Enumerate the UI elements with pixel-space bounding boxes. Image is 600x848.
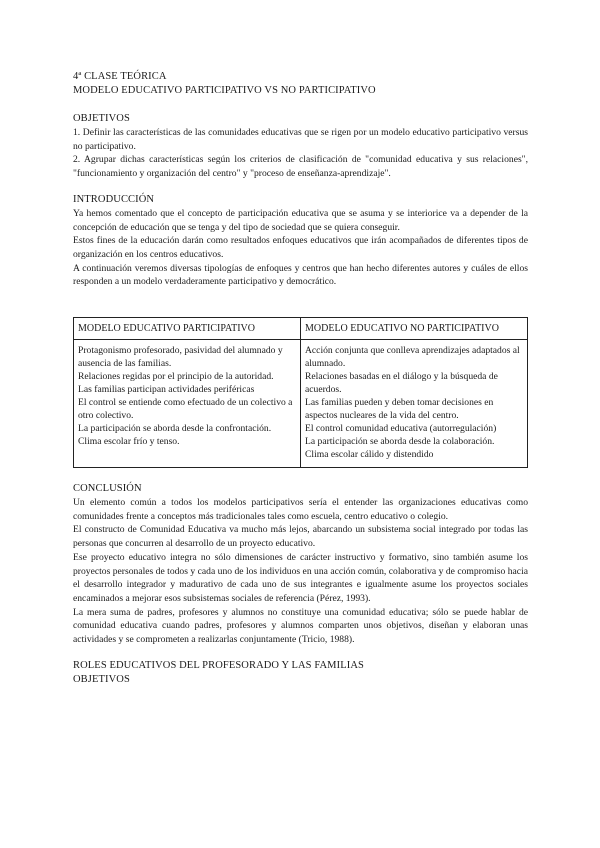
conclusion-paragraph: Ese proyecto educativo integra no sólo dimensiones de carácter instructivo y formativo, sino también asume los proyectos personales de todos y cada uno de los individuos en una acción común, colaborativa y de compromiso hacia el desarrollo integrador y madurativo de cada uno de sus integrantes e igualmente asume los proyectos sociales encaminados a mejorar esos subsistemas sociales de referencia (Pérez, 1993). — [73, 551, 528, 604]
document-subject: MODELO EDUCATIVO PARTICIPATIVO VS NO PARTICIPATIVO — [73, 85, 376, 96]
comparison-table — [73, 317, 528, 468]
objective-item: 1. Definir las características de las comunidades educativas que se rigen por un modelo educativo participativo versus no participativo. — [73, 127, 528, 152]
table-header-non-participative: MODELO EDUCATIVO NO PARTICIPATIVO — [301, 318, 528, 340]
introduction-heading: INTRODUCCIÓN — [73, 193, 155, 205]
table-cell-line: La participación se aborda desde la colaboración. — [305, 436, 495, 448]
table-cell-line: Relaciones regidas por el principio de la autoridad. — [78, 371, 274, 383]
table-cell-line: El control comunidad educativa (autorregulación) — [305, 423, 497, 435]
introduction-paragraph: Ya hemos comentado que el concepto de participación educativa que se asuma y se interiorice va a depender de la concepción de educación que se tenga y del tipo de sociedad que se quiera conseguir. — [73, 207, 528, 233]
next-section-heading: ROLES EDUCATIVOS DEL PROFESORADO Y LAS FAMILIAS — [73, 659, 364, 671]
non-participative-column — [301, 340, 528, 468]
table-row — [74, 340, 528, 468]
table-cell-line: El control se entiende como efectuado de un colectivo a otro colectivo. — [78, 397, 293, 422]
conclusion-heading: CONCLUSIÓN — [73, 483, 142, 495]
conclusion-paragraph: La mera suma de padres, profesores y alumnos no constituye una comunidad educativa; sólo se puede hablar de comunidad educativa cuando padres, profesores y alumnos comparten unos objetivos, diseñan y elaboran unas actividades y se comprometen a realizarlas conjuntamente (Tricio, 1988). — [73, 606, 528, 646]
table-cell-line: Las familias pueden y deben tomar decisiones en aspectos nucleares de la vida del centro. — [305, 397, 494, 422]
table-cell-line: Acción conjunta que conlleva aprendizajes adaptados al alumnado. — [305, 345, 520, 370]
table-cell-line: Las familias participan actividades periféricas — [78, 384, 255, 396]
table-cell-line: Clima escolar cálido y distendido — [305, 449, 434, 461]
participative-column — [74, 340, 301, 468]
table-header-row — [74, 318, 528, 340]
introduction-paragraph: A continuación veremos diversas tipologías de enfoques y centros que han hecho diferentes autores y cuáles de ellos responden a un modelo verdaderamente participativo y democrático. — [73, 262, 528, 288]
next-section-subheading: OBJETIVOS — [73, 673, 130, 685]
table-cell-line: Clima escolar frío y tenso. — [78, 436, 180, 448]
document-content — [73, 70, 528, 687]
class-title: 4ª CLASE TEÓRICA — [73, 71, 167, 82]
table-cell-line: Protagonismo profesorado, pasividad del alumnado y ausencia de las familias. — [78, 345, 283, 370]
objectives-heading: OBJETIVOS — [73, 113, 130, 124]
conclusion-paragraph: Un elemento común a todos los modelos participativos sería el entender las organizaciones educativas como comunidades frente a conceptos más tradicionales tales como escuela, centro educativo o colegio. — [73, 497, 528, 522]
objective-item: 2. Agrupar dichas características según los criterios de clasificación de "comunidad educativa y sus relaciones", "funcionamiento y organización del centro" y "proceso de enseñanza-aprendizaje". — [73, 154, 528, 180]
table-cell-line: La participación se aborda desde la confrontación. — [78, 423, 272, 435]
table-header-participative: MODELO EDUCATIVO PARTICIPATIVO — [74, 318, 301, 340]
introduction-paragraph: Estos fines de la educación darán como resultados enfoques educativos que irán acompañados de diferentes tipos de organización en los centros educativos. — [73, 235, 528, 260]
conclusion-paragraph: El constructo de Comunidad Educativa va mucho más lejos, abarcando un subsistema social integrado por todas las personas que concurren al desarrollo de un proyecto educativo. — [73, 524, 528, 550]
table-cell-line: Relaciones basadas en el diálogo y la búsqueda de acuerdos. — [305, 371, 498, 396]
